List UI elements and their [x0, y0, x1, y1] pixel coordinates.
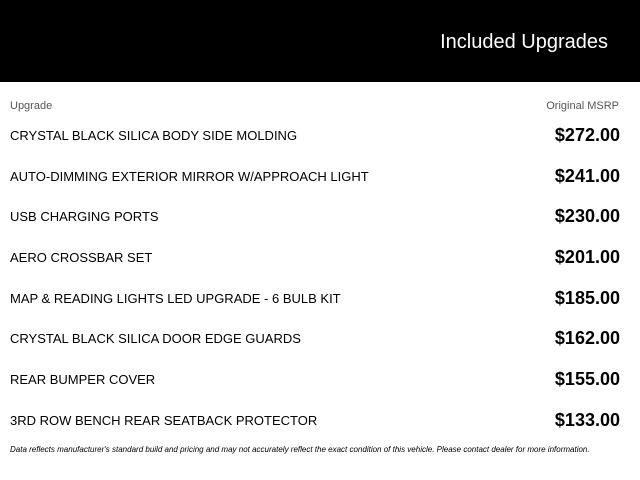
upgrade-name: CRYSTAL BLACK SILICA DOOR EDGE GUARDS: [10, 331, 301, 347]
header-bar: [0, 0, 640, 82]
list-item: [0, 196, 640, 237]
page-title: Included Upgrades: [440, 31, 608, 53]
upgrade-list: [0, 115, 640, 441]
column-headers: [0, 99, 640, 113]
upgrade-name: AERO CROSSBAR SET: [10, 250, 153, 266]
list-item: [0, 237, 640, 278]
upgrade-price: $162.00: [554, 328, 620, 349]
column-header-msrp: Original MSRP: [546, 100, 619, 112]
upgrade-price: $185.00: [554, 287, 620, 308]
list-item: [0, 318, 640, 359]
column-header-upgrade: Upgrade: [10, 100, 53, 112]
list-item: [0, 115, 640, 156]
upgrade-name: 3RD ROW BENCH REAR SEATBACK PROTECTOR: [10, 412, 318, 428]
upgrade-price: $272.00: [554, 125, 620, 145]
upgrade-price: $155.00: [554, 369, 620, 390]
upgrade-price: $133.00: [554, 409, 620, 430]
upgrade-name: REAR BUMPER COVER: [10, 372, 156, 388]
upgrade-price: $241.00: [554, 165, 620, 186]
upgrade-name: USB CHARGING PORTS: [10, 209, 159, 225]
list-item: [0, 400, 640, 441]
list-item: [0, 278, 640, 319]
upgrade-name: CRYSTAL BLACK SILICA BODY SIDE MOLDING: [10, 128, 298, 143]
list-item: [0, 359, 640, 400]
disclaimer-text: Data reflects manufacturer's standard build and pricing and may not accurately reflect the exact condition of this vehicle. Please contact dealer for more information.: [10, 445, 590, 454]
upgrade-name: AUTO-DIMMING EXTERIOR MIRROR W/APPROACH LIGHT: [10, 168, 369, 184]
upgrade-price: $230.00: [554, 206, 620, 227]
upgrade-price: $201.00: [554, 247, 620, 268]
upgrade-name: MAP & READING LIGHTS LED UPGRADE - 6 BULB KIT: [10, 290, 341, 306]
list-item: [0, 156, 640, 197]
